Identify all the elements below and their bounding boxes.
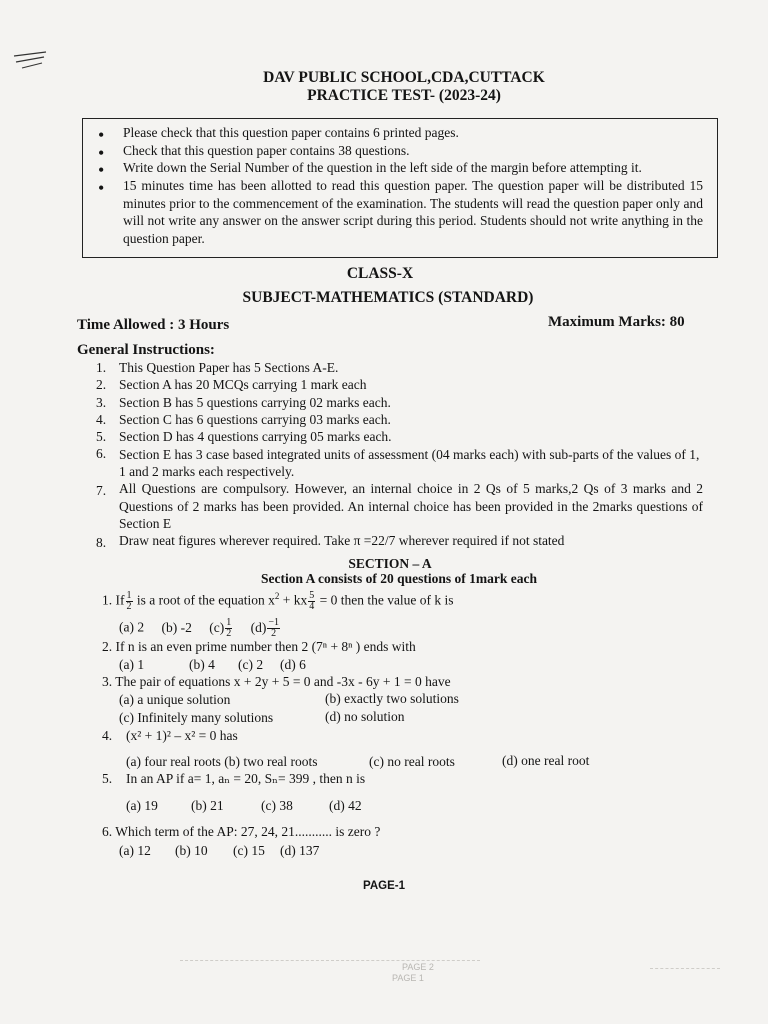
option: (c) 38 [261,798,293,813]
section-title: SECTION – A [348,556,432,571]
instruction-text: Section D has 4 questions carrying 05 marks each. [119,429,392,444]
instruction-text: All Questions are compulsory. However, an internal choice in 2 Qs of 5 marks,2 Qs of 3 marks and 2 Questions of 2 marks has been provided. An internal choice has been provided in the 2marks questions of Section E [119,481,703,531]
instruction-number: 8. [96,535,107,550]
bullet: • [98,178,105,198]
instruction-text: Draw neat figures wherever required. Take π =22/7 wherever required if not stated [119,533,565,548]
question-3: 3. The pair of equations x + 2y + 5 = 0 and -3x - 6y + 1 = 0 have [102,674,451,689]
question-4: (x² + 1)² – x² = 0 has [126,728,238,743]
instruction-text: Section A has 20 MCQs carrying 1 mark each [119,377,367,392]
test-title: PRACTICE TEST- (2023-24) [307,87,501,104]
option: (b) exactly two solutions [325,691,459,706]
instruction-number: 3. [96,395,107,410]
page-number: PAGE-1 [363,880,405,892]
instruction-text: This Question Paper has 5 Sections A-E. [119,360,339,375]
bullet: • [98,160,105,180]
option: (c) Infinitely many solutions [119,710,274,725]
option: (b) 4 [189,657,215,672]
general-instructions-title: General Instructions: [77,342,215,358]
instruction-number: 7. [96,483,107,498]
question-number: 4. [102,728,113,743]
option: (c) 2 [238,657,264,672]
class-label: CLASS-X [346,265,414,282]
section-subtitle: Section A consists of 20 questions of 1mark each [260,571,537,586]
instruction-number: 1. [96,360,107,375]
option: (d) 42 [329,798,362,813]
option: (c) no real roots [369,754,455,769]
question-number: 5. [102,771,113,786]
instruction-number: 5. [96,429,107,444]
notice-item: Write down the Serial Number of the question in the left side of the margin before attempting it. [123,160,642,175]
bleed-through-line [650,968,720,969]
question-6: 6. Which term of the AP: 27, 24, 21........... is zero ? [102,824,381,839]
question-1-options: (a) 2 (b) -2 (c) $\frac{1}{2}$ (d) $\frac{-1}{2}$ [119,617,279,639]
maximum-marks: Maximum Marks: 80 [548,314,685,330]
option: (a) a unique solution [119,692,231,707]
option: (d) one real root [502,753,590,768]
instruction-number: 4. [96,412,107,427]
question-number: 1. [102,592,113,608]
option: (a) 1 [119,657,145,672]
option: (d) [250,619,267,635]
bullet: • [98,143,105,163]
question-1: 1. If $\frac{1}{2}$ is a root of the equation $x^2$ + kx $\frac{5}{4}$ = 0 then the value of k is [102,590,454,612]
question-2: 2. If n is an even prime number then 2 (7ⁿ + 8ⁿ ) ends with [102,639,416,654]
option: (a) 2 [119,619,145,635]
instruction-text: Section B has 5 questions carrying 02 marks each. [119,395,391,410]
option: (a) 19 [126,798,158,813]
bleed-through-text: PAGE 1 [392,973,424,983]
option: (c) 15 [233,843,265,858]
instruction-number: 2. [96,377,107,392]
option: (d) 137 [280,843,320,858]
option: (c) [209,619,225,635]
bleed-through-text: PAGE 2 [402,962,434,972]
option: (a) four real roots (b) two real roots [126,754,318,769]
question-5: In an AP if a= 1, aₙ = 20, Sₙ= 399 , then n is [126,771,366,786]
instruction-number: 6. [96,446,107,461]
school-name: DAV PUBLIC SCHOOL,CDA,CUTTACK [263,69,545,86]
option: (b) 10 [175,843,208,858]
option: (d) no solution [325,709,405,724]
notice-item: 15 minutes time has been allotted to read this question paper. The question paper will be distributed 15 minutes prior to the commencement of the examination. The students will read the question paper only and will not write any answer on the answer script during this period. Students should not write anything in the question paper. [123,178,703,246]
bullet: • [98,125,105,145]
instruction-text: Section C has 6 questions carrying 03 marks each. [119,412,391,427]
option: (b) -2 [161,619,192,635]
option: (b) 21 [191,798,224,813]
option: (a) 12 [119,843,151,858]
instruction-text: Section E has 3 case based integrated units of assessment (04 marks each) with sub-parts of the values of 1, 1 and 2 marks each respectively. [119,447,700,479]
notice-item: Check that this question paper contains 38 questions. [123,143,410,158]
bleed-through-line [180,960,480,961]
time-allowed: Time Allowed : 3 Hours [77,317,230,333]
notice-item: Please check that this question paper contains 6 printed pages. [123,125,459,140]
subject-title: SUBJECT-MATHEMATICS (STANDARD) [242,289,534,306]
option: (d) 6 [280,657,306,672]
